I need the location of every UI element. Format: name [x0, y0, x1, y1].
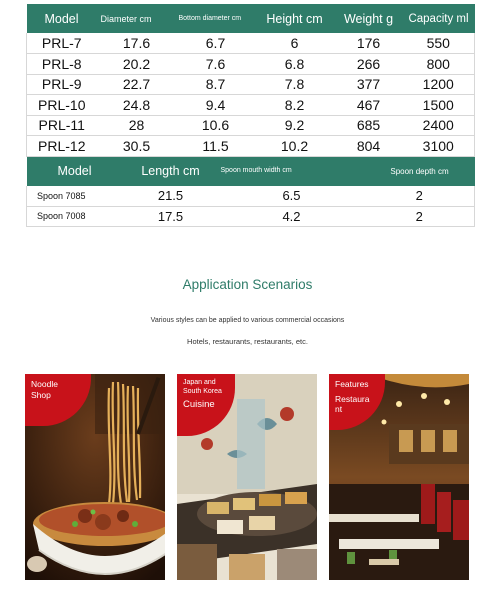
product-table-cell: PRL-12: [27, 136, 97, 157]
header-weight: Weight g: [335, 4, 403, 33]
scenario-photo-features-restaurant: [329, 374, 469, 580]
product-table-cell: 9.4: [177, 95, 255, 116]
spoon-table-row: [27, 206, 475, 227]
spoon-table-cell: 4.2: [219, 206, 365, 227]
scenario-photo-japan-korea: [177, 374, 317, 580]
tag-line: Japan and: [183, 379, 216, 386]
section-title: Application Scenarios: [182, 277, 313, 292]
product-table-cell: 3100: [403, 136, 475, 157]
tag-line: Shop: [31, 389, 51, 400]
product-table-cell: 176: [335, 33, 403, 54]
product-table-cell: 7.6: [177, 54, 255, 75]
spoon-table-cell: 17.5: [123, 206, 219, 227]
header-spoon-depth: Spoon depth cm: [365, 157, 475, 186]
product-spec-table: [26, 4, 475, 157]
product-table-cell: PRL-7: [27, 33, 97, 54]
spoon-table-body: [27, 186, 475, 227]
product-table-cell: 6.8: [255, 54, 335, 75]
product-table-row: [27, 54, 475, 75]
spoon-table-cell: Spoon 7085: [27, 186, 123, 207]
tag-line: Restaura: [335, 393, 370, 404]
product-table-cell: 22.7: [97, 74, 177, 95]
product-table-cell: 6: [255, 33, 335, 54]
product-table-cell: 30.5: [97, 136, 177, 157]
product-table-cell: 11.5: [177, 136, 255, 157]
section-examples: Hotels, restaurants, restaurants, etc.: [187, 337, 308, 346]
spoon-table-cell: 2: [365, 206, 475, 227]
product-table-cell: 1500: [403, 95, 475, 116]
spoon-table-cell: 21.5: [123, 186, 219, 207]
section-subtitle: Various styles can be applied to various commercial occasions: [150, 317, 345, 324]
spoon-table-row: [27, 186, 475, 207]
header-spoon-model: Model: [27, 157, 123, 186]
spoon-table-header: [27, 157, 475, 186]
header-height: Height cm: [255, 4, 335, 33]
product-table-cell: 467: [335, 95, 403, 116]
product-table-cell: PRL-8: [27, 54, 97, 75]
product-table-cell: 7.8: [255, 74, 335, 95]
product-table-cell: 17.6: [97, 33, 177, 54]
product-table-cell: PRL-10: [27, 95, 97, 116]
product-table-cell: 24.8: [97, 95, 177, 116]
product-table-cell: 8.2: [255, 95, 335, 116]
product-table-cell: PRL-9: [27, 74, 97, 95]
spoon-table-cell: 2: [365, 186, 475, 207]
header-mouth-width: Spoon mouth width cm: [219, 157, 365, 186]
product-table-row: [27, 74, 475, 95]
product-table-cell: 28: [97, 115, 177, 136]
product-table-body: [27, 33, 475, 156]
product-table-cell: 10.2: [255, 136, 335, 157]
product-table-cell: 804: [335, 136, 403, 157]
scenario-photo-noodle-shop: [25, 374, 165, 580]
spoon-spec-table: [26, 157, 475, 228]
product-table-cell: 266: [335, 54, 403, 75]
product-table-cell: 1200: [403, 74, 475, 95]
product-table-cell: 10.6: [177, 115, 255, 136]
product-table-cell: 377: [335, 74, 403, 95]
product-table-header: [27, 4, 475, 33]
product-table-cell: PRL-11: [27, 115, 97, 136]
product-table-row: [27, 95, 475, 116]
header-bottom-diameter: Bottom diameter cm: [177, 4, 255, 33]
product-table-row: [27, 136, 475, 157]
tag-line: nt: [335, 404, 343, 414]
product-table-cell: 800: [403, 54, 475, 75]
tag-line: Noodle: [31, 379, 58, 389]
tag-line: South Korea: [183, 387, 222, 395]
spoon-table-cell: Spoon 7008: [27, 206, 123, 227]
header-diameter: Diameter cm: [97, 4, 177, 33]
header-length: Length cm: [123, 157, 219, 186]
product-table-cell: 550: [403, 33, 475, 54]
product-table-cell: 6.7: [177, 33, 255, 54]
tag-line: Cuisine: [183, 399, 215, 410]
product-table-cell: 2400: [403, 115, 475, 136]
product-table-row: [27, 115, 475, 136]
spoon-table-cell: 6.5: [219, 186, 365, 207]
product-table-cell: 8.7: [177, 74, 255, 95]
product-table-cell: 9.2: [255, 115, 335, 136]
product-table-cell: 685: [335, 115, 403, 136]
tag-line: Features: [335, 379, 369, 389]
product-table-row: [27, 33, 475, 54]
header-model: Model: [27, 4, 97, 33]
spec-tables: [26, 4, 474, 227]
product-table-cell: 20.2: [97, 54, 177, 75]
header-capacity: Capacity ml: [403, 4, 475, 33]
